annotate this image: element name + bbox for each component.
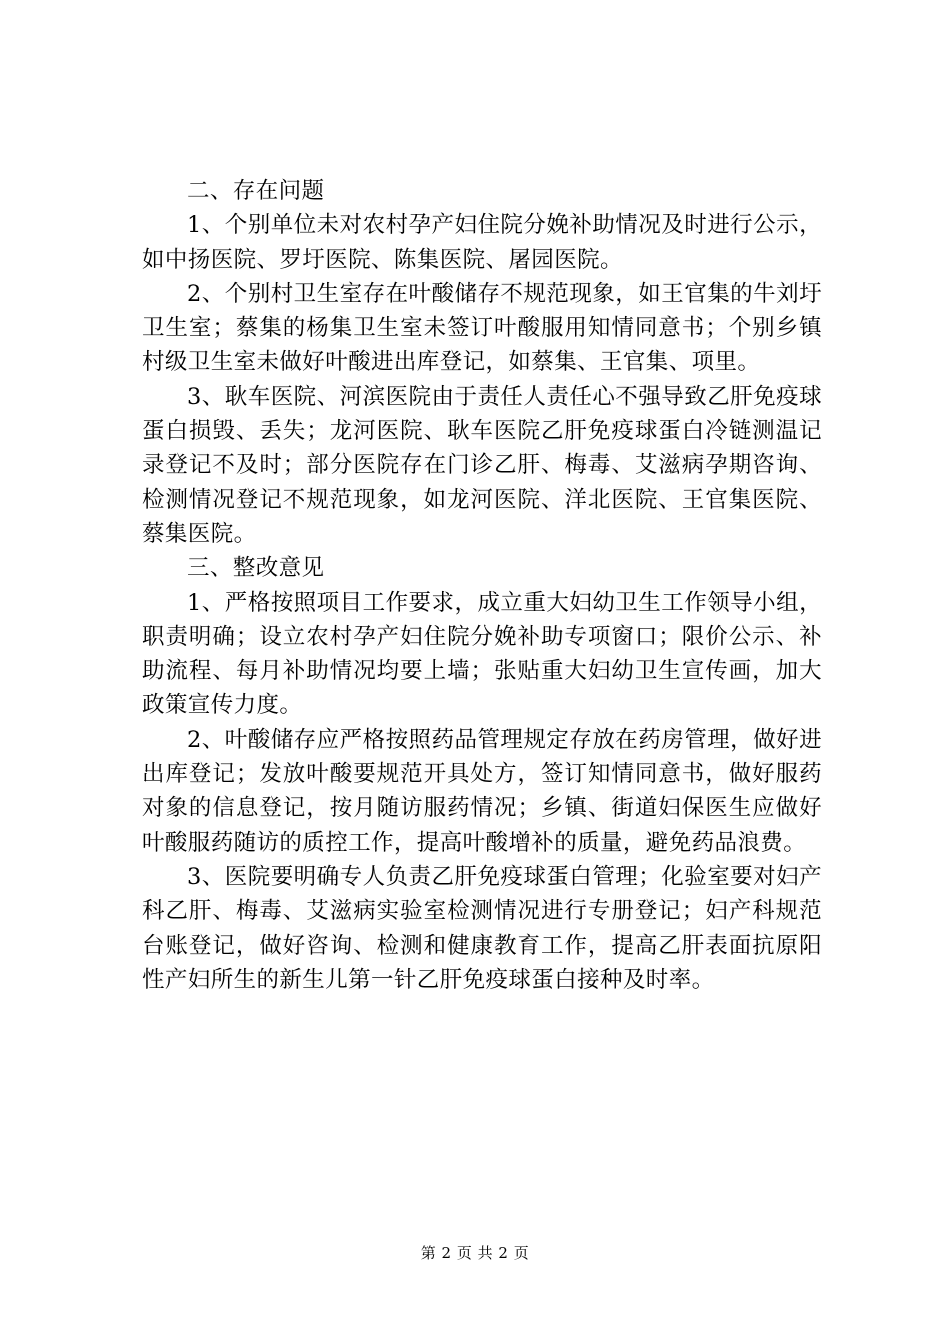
problem-item-2: 2、个别村卫生室存在叶酸储存不规范现象，如王官集的牛刘圩卫生室；蔡集的杨集卫生室未签订叶酸服用知情同意书；个别乡镇村级卫生室未做好叶酸进出库登记，如蔡集、王官集、项里。: [142, 280, 822, 376]
rectification-item-1: 1、严格按照项目工作要求，成立重大妇幼卫生工作领导小组，职责明确；设立农村孕产妇住院分娩补助专项窗口；限价公示、补助流程、每月补助情况均要上墙；张贴重大妇幼卫生宣传画，加大政策宣传力度。: [142, 589, 822, 719]
rectification-item-3: 3、医院要明确专人负责乙肝免疫球蛋白管理；化验室要对妇产科乙肝、梅毒、艾滋病实验室检测情况进行专册登记；妇产科规范台账登记，做好咨询、检测和健康教育工作，提高乙肝表面抗原阳性产妇所生的新生儿第一针乙肝免疫球蛋白接种及时率。: [142, 863, 822, 993]
problem-item-1: 1、个别单位未对农村孕产妇住院分娩补助情况及时进行公示，如中扬医院、罗圩医院、陈集医院、屠园医院。: [142, 212, 822, 273]
rectification-item-2: 2、叶酸储存应严格按照药品管理规定存放在药房管理，做好进出库登记；发放叶酸要规范开具处方，签订知情同意书，做好服药对象的信息登记，按月随访服药情况；乡镇、街道妇保医生应做好叶酸服药随访的质控工作，提高叶酸增补的质量，避免药品浪费。: [142, 726, 822, 856]
problem-item-3: 3、耿车医院、河滨医院由于责任人责任心不强导致乙肝免疫球蛋白损毁、丢失；龙河医院、耿车医院乙肝免疫球蛋白冷链测温记录登记不及时；部分医院存在门诊乙肝、梅毒、艾滋病孕期咨询、检测情况登记不规范现象，如龙河医院、洋北医院、王官集医院、蔡集医院。: [142, 383, 822, 547]
section-heading-rectification: 三、整改意见: [187, 555, 325, 582]
section-heading-problems: 二、存在问题: [187, 178, 325, 204]
document-body: [142, 174, 822, 997]
page-number-footer: 第 2 页 共 2 页: [420, 1244, 530, 1262]
